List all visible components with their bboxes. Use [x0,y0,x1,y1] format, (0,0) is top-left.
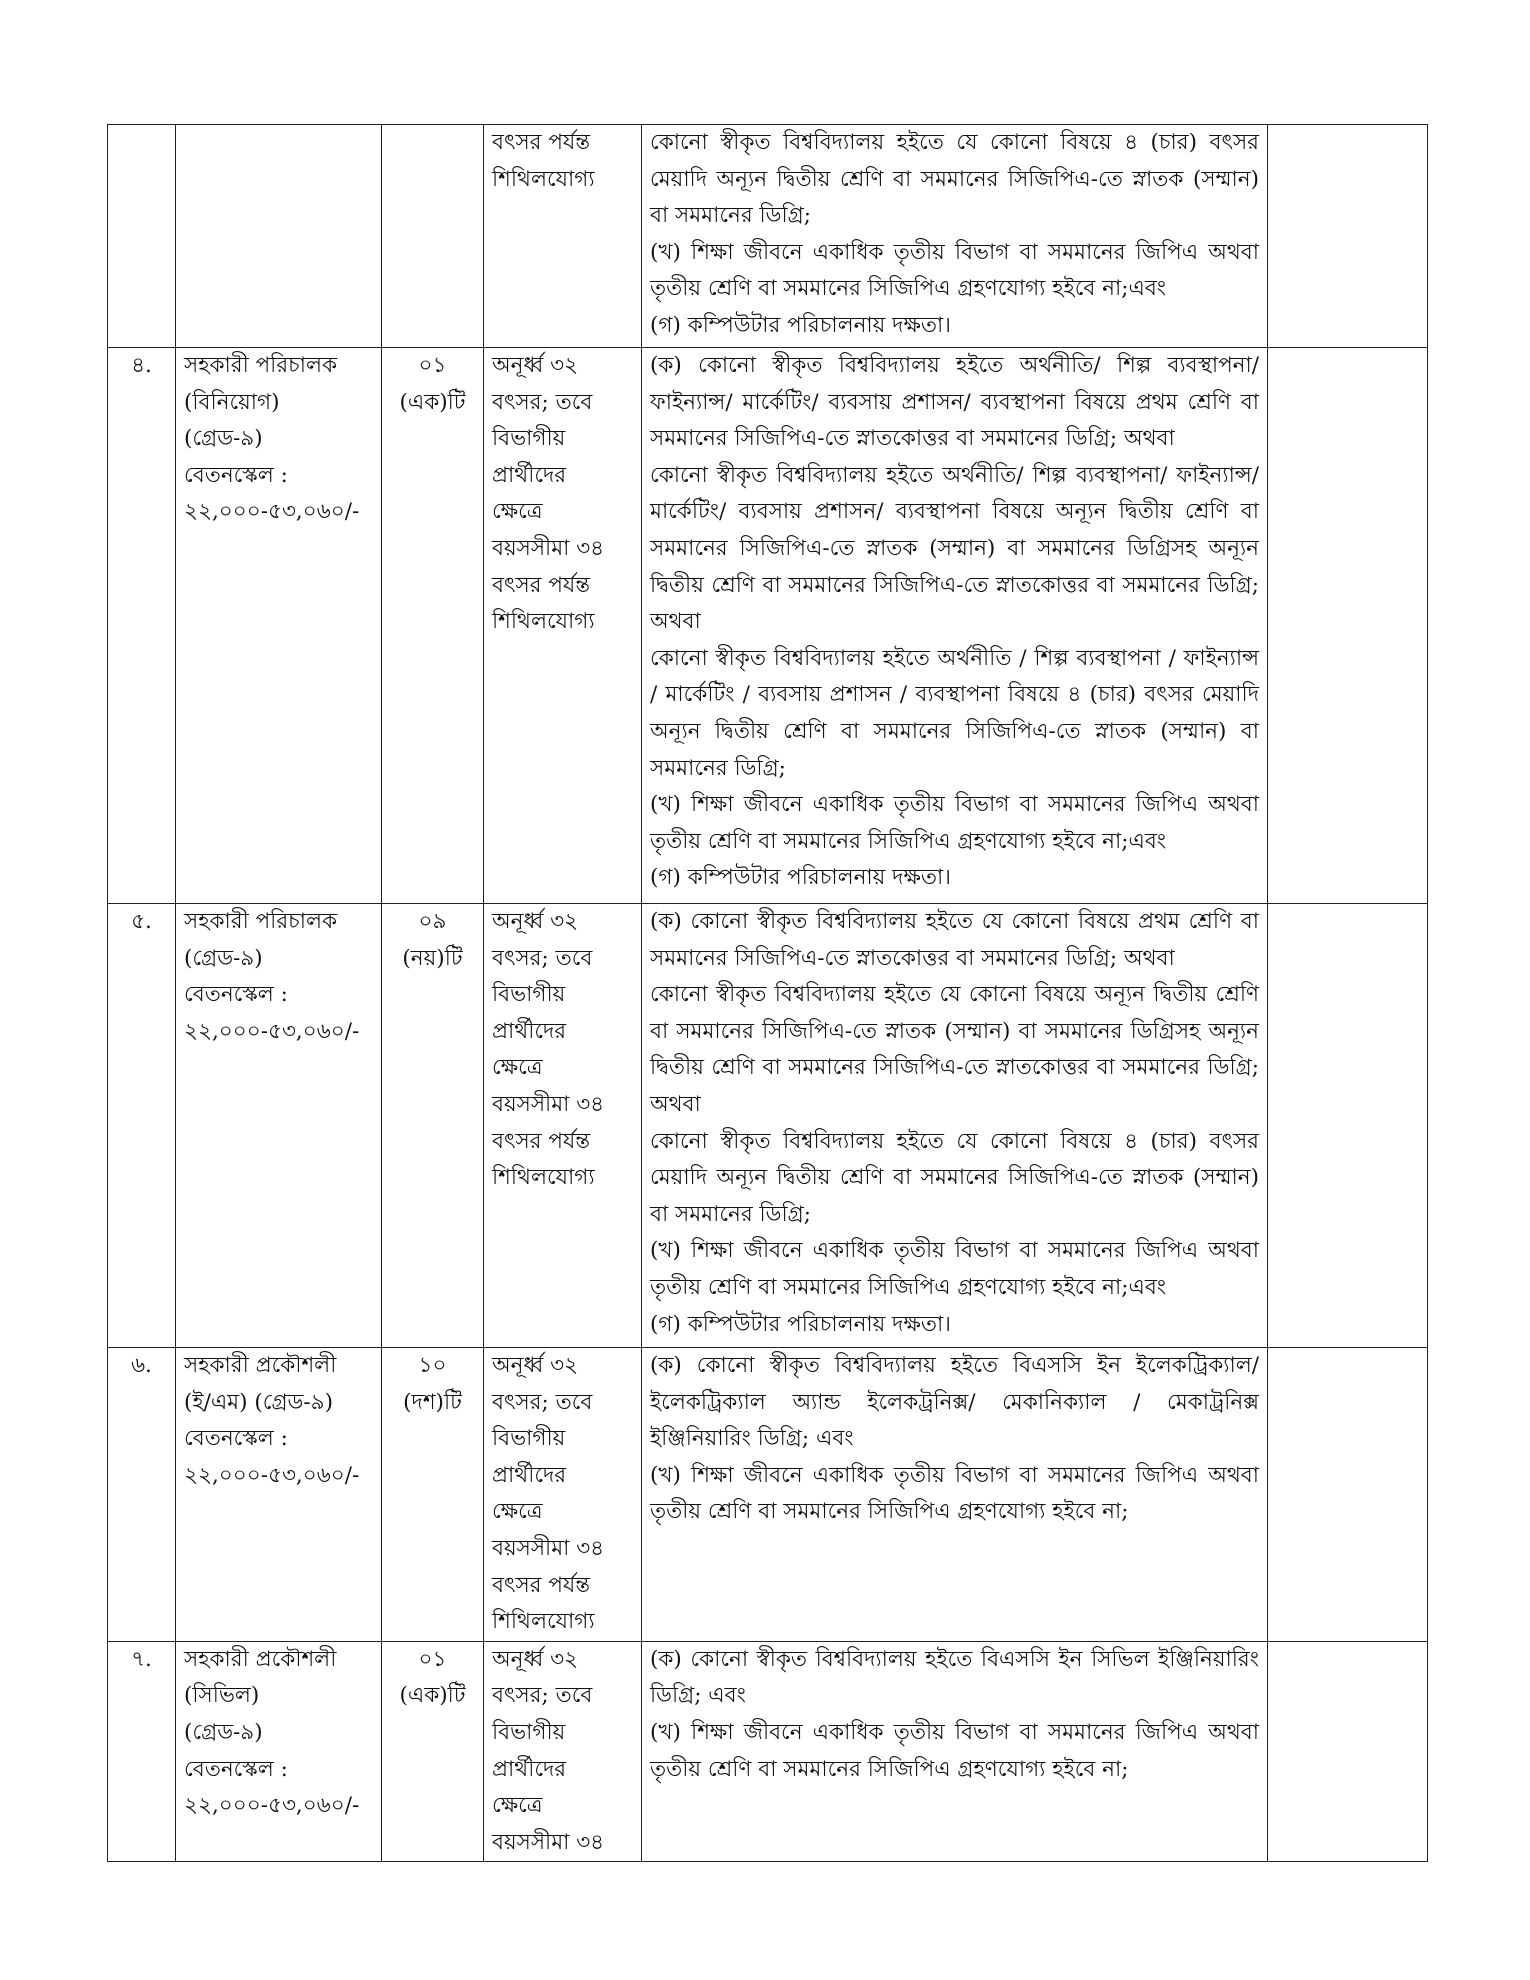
age-line: বয়সসীমা ৩৪ [492,535,605,561]
age-line: বয়সসীমা ৩৪ [492,1535,605,1561]
age-line: শিথিলযোগ্য [492,1165,595,1191]
qualification-cell [642,1641,1268,1862]
count-cell [382,1641,484,1862]
post-line: বেতনস্কেল : [184,982,288,1008]
age-cell [484,1348,642,1642]
qualification-para: কোনো স্বীকৃত বিশ্ববিদ্যালয় হইতে অর্থনীতি/ শিল্প ব্যবস্থাপনা/ ফাইন্যান্স/ মার্কেটিং/ ব্যবসায় প্রশাসন/ ব্যবস্থাপনা বিষয়ে অন্যূন দ্বিতীয় শ্রেণি বা সমমানের সিজিপিএ-তে স্নাতক (সম্মান) বা সমমানের ডিগ্রিসহ অন্যূন দ্বিতীয় শ্রেণি বা সমমানের সিজিপিএ-তে স্নাতকোত্তর বা সমমানের ডিগ্রি; অথবা [650,462,1259,635]
age-cell [484,904,642,1348]
age-cell [484,348,642,904]
post-line: বেতনস্কেল : [184,1756,288,1782]
post-line: ২২,০০০-৫৩,০৬০/- [184,499,360,525]
age-line: অনূর্ধ্ব ৩২ [492,1646,579,1672]
age-line: ক্ষেত্রে [492,1499,543,1525]
qualification-para: (খ) শিক্ষা জীবনে একাধিক তৃতীয় বিভাগ বা সমমানের জিপিএ অথবা তৃতীয় শ্রেণি বা সমমানের সিজিপিএ গ্রহণযোগ্য হইবে না; [650,1462,1259,1525]
table-row [108,1348,1428,1642]
age-line: শিথিলযোগ্য [492,1609,595,1635]
qualification-para: (খ) শিক্ষা জীবনে একাধিক তৃতীয় বিভাগ বা সমমানের জিপিএ অথবা তৃতীয় শ্রেণি বা সমমানের সিজিপিএ গ্রহণযোগ্য হইবে না;এবং [650,1238,1259,1300]
post-line: বেতনস্কেল : [184,462,288,488]
count-line: (নয়)টি [402,945,463,971]
serial-cell [108,348,176,904]
post-line: বেতনস্কেল : [184,1426,288,1452]
post-line: সহকারী পরিচালক [184,353,338,378]
age-line: বৎসর পর্যন্ত [492,572,591,598]
age-line: বৎসর; তবে [492,1683,593,1709]
serial: ৭. [131,1646,152,1672]
post-cell [176,1641,382,1862]
serial-cell [108,1348,176,1642]
post-line: (গ্রেড-৯) [184,1719,263,1745]
age-line: ক্ষেত্রে [492,1055,543,1081]
remarks-cell [1268,1641,1428,1862]
qualification-para: কোনো স্বীকৃত বিশ্ববিদ্যালয় হইতে অর্থনীতি / শিল্প ব্যবস্থাপনা / ফাইন্যান্স / মার্কেটিং / ব্যবসায় প্রশাসন / ব্যবস্থাপনা বিষয়ে ৪ (চার) বৎসর মেয়াদি অন্যূন দ্বিতীয় শ্রেণি বা সমমানের সিজিপিএ-তে স্নাতক (সম্মান) বা সমমানের ডিগ্রি; [650,645,1259,781]
table-row [108,348,1428,904]
serial-cell [108,904,176,1348]
serial-cell [108,125,176,348]
post-line: (গ্রেড-৯) [184,426,263,452]
post-cell [176,1348,382,1642]
job-table [107,124,1428,1862]
qualification-para: (ক) কোনো স্বীকৃত বিশ্ববিদ্যালয় হইতে যে কোনো বিষয়ে প্রথম শ্রেণি বা সমমানের সিজিপিএ-তে স্নাতকোত্তর বা সমমানের ডিগ্রি; অথবা [650,909,1259,971]
age-line: বৎসর পর্যন্ত [492,1572,591,1598]
serial: ৪. [131,353,152,378]
qualification-para: (গ) কম্পিউটার পরিচালনায় দক্ষতা। [650,312,951,338]
qualification-para: (খ) শিক্ষা জীবনে একাধিক তৃতীয় বিভাগ বা সমমানের জিপিএ অথবা তৃতীয় শ্রেণি বা সমমানের সিজিপিএ গ্রহণযোগ্য হইবে না;এবং [650,239,1259,302]
remarks-cell [1268,1348,1428,1642]
post-line: ২২,০০০-৫৩,০৬০/- [184,1793,360,1819]
remarks-cell [1268,904,1428,1348]
count-cell [382,348,484,904]
post-line: (বিনিয়োগ) [184,389,280,415]
age-line: বৎসর পর্যন্ত [492,1128,591,1154]
post-cell [176,125,382,348]
age-line: বৎসর পর্যন্ত [492,130,591,155]
qualification-para: (ক) কোনো স্বীকৃত বিশ্ববিদ্যালয় হইতে বিএসসি ইন ইলেকট্রিক্যাল/ ইলেকট্রিক্যাল অ্যান্ড ইলেকট্রনিক্স/ মেকানিক্যাল / মেকাট্রনিক্স ইঞ্জিনিয়ারিং ডিগ্রি; এবং [650,1353,1259,1452]
table-row [108,125,1428,348]
qualification-para: (ক) কোনো স্বীকৃত বিশ্ববিদ্যালয় হইতে অর্থনীতি/ শিল্প ব্যবস্থাপনা/ ফাইন্যান্স/ মার্কেটিং/ ব্যবসায় প্রশাসন/ ব্যবস্থাপনা বিষয়ে প্রথম শ্রেণি বা সমমানের সিজিপিএ-তে স্নাতকোত্তর বা সমমানের ডিগ্রি; অথবা [650,353,1259,452]
post-cell [176,904,382,1348]
qualification-cell [642,1348,1268,1642]
count-line: (এক)টি [399,389,466,415]
serial-cell [108,1641,176,1862]
count-cell [382,125,484,348]
qualification-para: কোনো স্বীকৃত বিশ্ববিদ্যালয় হইতে যে কোনো বিষয়ে ৪ (চার) বৎসর মেয়াদি অন্যূন দ্বিতীয় শ্রেণি বা সমমানের সিজিপিএ-তে স্নাতক (সম্মান) বা সমমানের ডিগ্রি; [650,130,1259,229]
age-line: অনূর্ধ্ব ৩২ [492,353,579,378]
table-row [108,1641,1428,1862]
age-line: বিভাগীয় [492,1719,566,1745]
age-line: বিভাগীয় [492,982,566,1008]
age-line: অনূর্ধ্ব ৩২ [492,1353,579,1378]
serial: ৫. [131,909,152,934]
age-cell [484,1641,642,1862]
age-line: ক্ষেত্রে [492,1793,543,1819]
count-line: ০১ [418,353,447,378]
remarks-cell [1268,125,1428,348]
count-cell [382,904,484,1348]
count-line: (এক)টি [399,1683,466,1709]
post-line: (ই/এম) (গ্রেড-৯) [184,1389,333,1415]
qualification-cell [642,125,1268,348]
serial: ৬. [131,1353,152,1378]
qualification-para: কোনো স্বীকৃত বিশ্ববিদ্যালয় হইতে যে কোনো বিষয়ে ৪ (চার) বৎসর মেয়াদি অন্যূন দ্বিতীয় শ্রেণি বা সমমানের সিজিপিএ-তে স্নাতক (সম্মান) বা সমমানের ডিগ্রি; [650,1128,1259,1227]
age-line: প্রার্থীদের [492,1756,567,1782]
qualification-para: (খ) শিক্ষা জীবনে একাধিক তৃতীয় বিভাগ বা সমমানের জিপিএ অথবা তৃতীয় শ্রেণি বা সমমানের সিজিপিএ গ্রহণযোগ্য হইবে না; [650,1719,1259,1782]
qualification-para: কোনো স্বীকৃত বিশ্ববিদ্যালয় হইতে যে কোনো বিষয়ে অন্যূন দ্বিতীয় শ্রেণি বা সমমানের সিজিপিএ-তে স্নাতক (সম্মান) বা সমমানের ডিগ্রিসহ অন্যূন দ্বিতীয় শ্রেণি বা সমমানের সিজিপিএ-তে স্নাতকোত্তর বা সমমানের ডিগ্রি; অথবা [650,982,1259,1117]
post-line: সহকারী পরিচালক [184,909,338,934]
count-line: ০১ [418,1646,447,1672]
age-line: অনূর্ধ্ব ৩২ [492,909,579,934]
qualification-cell [642,348,1268,904]
post-line: ২২,০০০-৫৩,০৬০/- [184,1462,360,1488]
age-line: বৎসর; তবে [492,945,593,971]
age-line: প্রার্থীদের [492,1462,567,1488]
post-line: সহকারী প্রকৌশলী [184,1353,337,1378]
qualification-para: (গ) কম্পিউটার পরিচালনায় দক্ষতা। [650,1311,951,1337]
qualification-cell [642,904,1268,1348]
age-line: প্রার্থীদের [492,462,567,488]
age-line: প্রার্থীদের [492,1018,567,1044]
post-line: সহকারী প্রকৌশলী [184,1646,337,1672]
qualification-para: (খ) শিক্ষা জীবনে একাধিক তৃতীয় বিভাগ বা সমমানের জিপিএ অথবা তৃতীয় শ্রেণি বা সমমানের সিজিপিএ গ্রহণযোগ্য হইবে না;এবং [650,792,1259,854]
age-line: বৎসর; তবে [492,1389,593,1415]
post-line: (সিভিল) [184,1683,260,1709]
remarks-cell [1268,348,1428,904]
post-line: (গ্রেড-৯) [184,945,263,971]
qualification-para: (গ) কম্পিউটার পরিচালনায় দক্ষতা। [650,865,951,891]
age-line: বিভাগীয় [492,1426,566,1452]
age-line: শিথিলযোগ্য [492,166,595,192]
count-line: (দশ)টি [403,1389,462,1415]
table-row [108,904,1428,1348]
age-line: বয়সসীমা ৩৪ [492,1091,605,1117]
age-line: বয়সসীমা ৩৪ [492,1829,605,1855]
post-line: ২২,০০০-৫৩,০৬০/- [184,1018,360,1044]
count-line: ০৯ [418,909,447,934]
age-line: বৎসর; তবে [492,389,593,415]
age-cell [484,125,642,348]
age-line: শিথিলযোগ্য [492,609,595,635]
count-line: ১০ [418,1353,447,1378]
qualification-para: (ক) কোনো স্বীকৃত বিশ্ববিদ্যালয় হইতে বিএসসি ইন সিভিল ইঞ্জিনিয়ারিং ডিগ্রি; এবং [650,1646,1259,1709]
count-cell [382,1348,484,1642]
post-cell [176,348,382,904]
age-line: বিভাগীয় [492,426,566,452]
age-line: ক্ষেত্রে [492,499,543,525]
